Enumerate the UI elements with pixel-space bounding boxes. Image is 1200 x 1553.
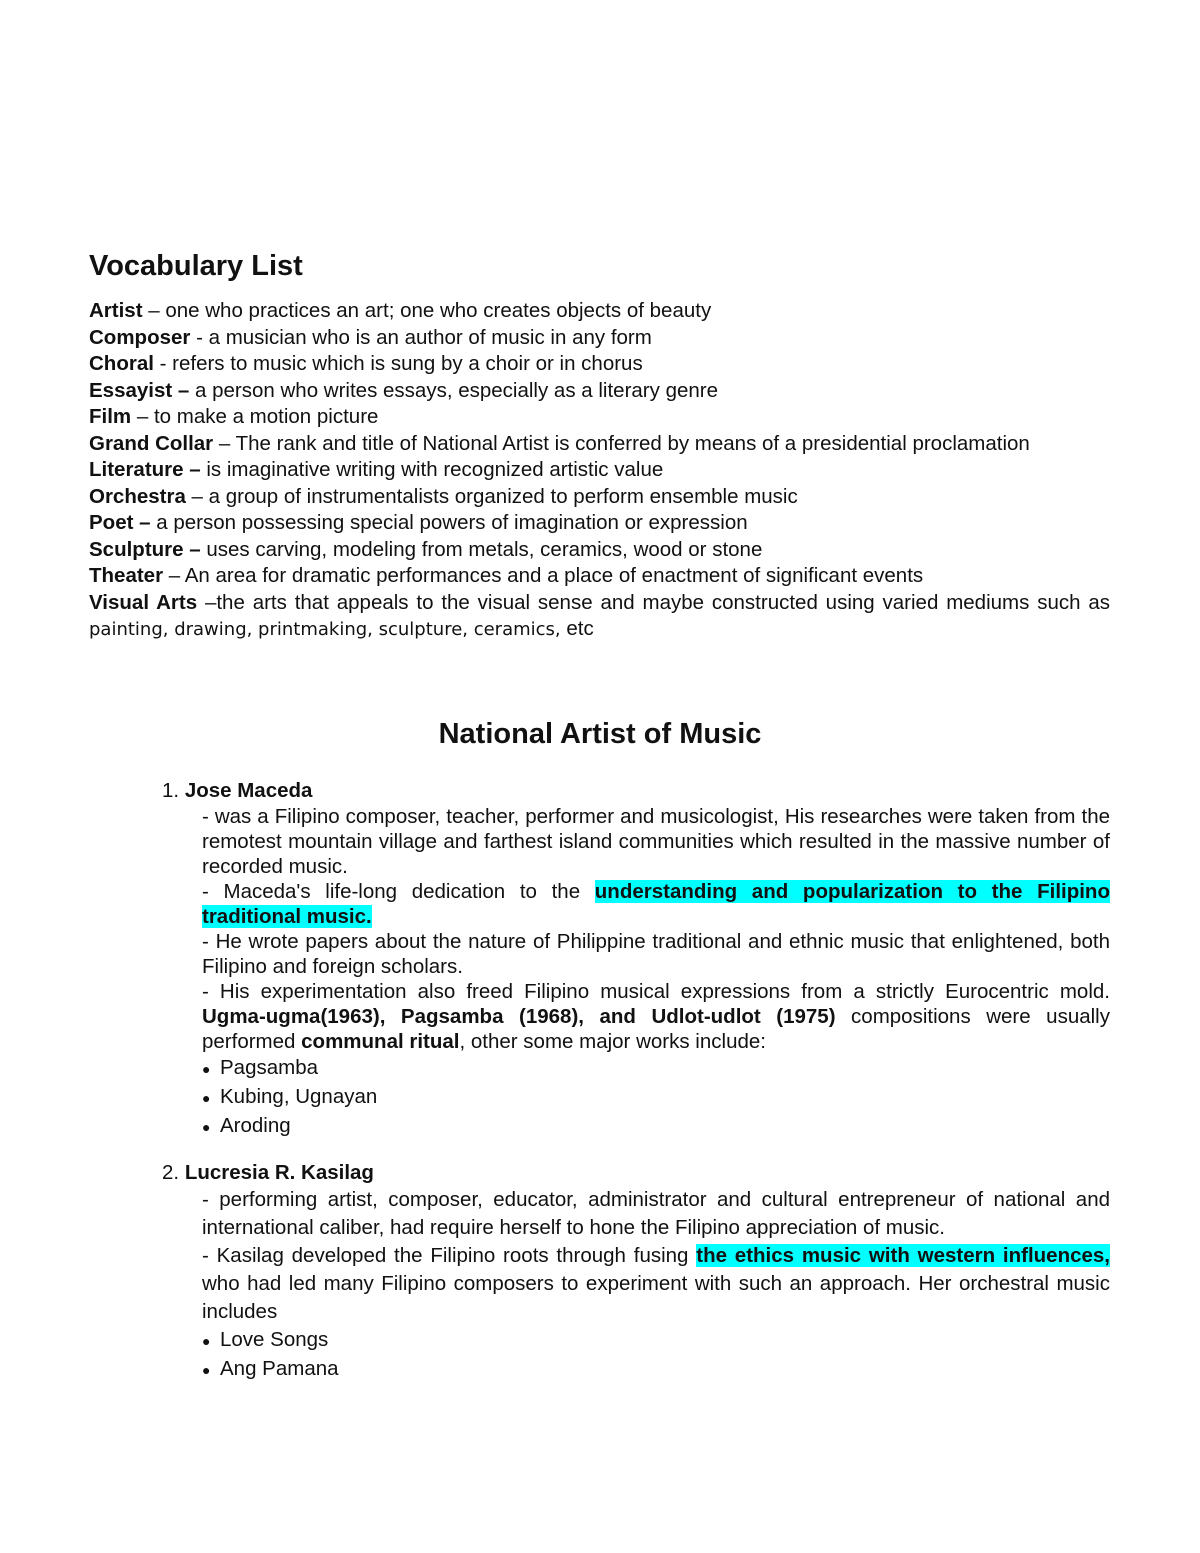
- vocab-item: Grand Collar – The rank and title of National Artist is conferred by means of a presidential proclamation: [89, 431, 1030, 455]
- list-item: ● Ang Pamana: [202, 1355, 1110, 1384]
- vocab-item: Orchestra – a group of instrumentalists organized to perform ensemble music: [89, 484, 798, 508]
- list-item: ● Love Songs: [202, 1326, 1110, 1355]
- artist-paragraph: - He wrote papers about the nature of Philippine traditional and ethnic music that enlightened, both Filipino and foreign scholars.: [202, 930, 1110, 978]
- vocab-item: Choral - refers to music which is sung by a choir or in chorus: [89, 352, 643, 375]
- bullet-icon: ●: [202, 1362, 211, 1378]
- highlighted-text: the ethics music with western influences,: [696, 1244, 1110, 1267]
- highlighted-text: understanding and popularization to the Filipino traditional music.: [202, 880, 1110, 928]
- artist-heading: 2. Lucresia R. Kasilag: [162, 1161, 374, 1184]
- vocab-item-visual-arts: Visual Arts –the arts that appeals to the visual sense and maybe constructed using varied mediums such as painting, drawing, printmaking, sculpture, ceramics, etc: [89, 590, 1110, 640]
- section-title: National Artist of Music: [438, 718, 762, 750]
- artist-paragraph: - His experimentation also freed Filipino musical expressions from a strictly Eurocentric mold. Ugma-ugma(1963), Pagsamba (1968), and Udlot-udlot (1975) compositions were usually performed communal ritual, other some major works include:: [202, 980, 1110, 1053]
- artist-paragraph: - Maceda's life-long dedication to the understanding and popularization to the Filipino traditional music.: [202, 880, 1110, 928]
- vocabulary-title: Vocabulary List: [89, 250, 303, 282]
- artist-paragraph: - was a Filipino composer, teacher, performer and musicologist, His researches were taken from the remotest mountain village and farthest island communities which resulted in the massive number of recorded music.: [202, 805, 1110, 878]
- vocabulary-list: [89, 298, 1110, 644]
- artist-entry-1: [162, 778, 1110, 1141]
- works-list: [202, 1054, 1110, 1141]
- vocab-item: Poet – a person possessing special powers of imagination or expression: [89, 511, 748, 534]
- artist-entry-2: [162, 1160, 1110, 1384]
- bullet-icon: ●: [202, 1090, 211, 1106]
- artist-paragraph: - Kasilag developed the Filipino roots through fusing the ethics music with western influences, who had led many Filipino composers to experiment with such an approach. Her orchestral music includes: [202, 1244, 1110, 1323]
- artist-heading: 1. Jose Maceda: [162, 779, 313, 802]
- vocab-item: Composer - a musician who is an author of music in any form: [89, 325, 652, 349]
- vocab-item: Film – to make a motion picture: [89, 405, 379, 428]
- works-list: [202, 1326, 1110, 1384]
- bullet-icon: ●: [202, 1061, 211, 1077]
- vocab-item: Essayist – a person who writes essays, especially as a literary genre: [89, 378, 719, 402]
- vocab-item: Literature – is imaginative writing with recognized artistic value: [89, 458, 664, 481]
- list-item: ● Pagsamba: [202, 1054, 1110, 1083]
- list-item: ● Aroding: [202, 1112, 1110, 1141]
- list-item: ● Kubing, Ugnayan: [202, 1083, 1110, 1112]
- bullet-icon: ●: [202, 1119, 211, 1135]
- vocab-item: Artist – one who practices an art; one who creates objects of beauty: [89, 299, 712, 322]
- artist-paragraph: - performing artist, composer, educator, administrator and cultural entrepreneur of national and international caliber, had require herself to hone the Filipino appreciation of music.: [202, 1188, 1110, 1239]
- vocab-item: Sculpture – uses carving, modeling from metals, ceramics, wood or stone: [89, 537, 763, 561]
- vocab-item: Theater – An area for dramatic performances and a place of enactment of significant events: [89, 564, 924, 587]
- bullet-icon: ●: [202, 1333, 211, 1349]
